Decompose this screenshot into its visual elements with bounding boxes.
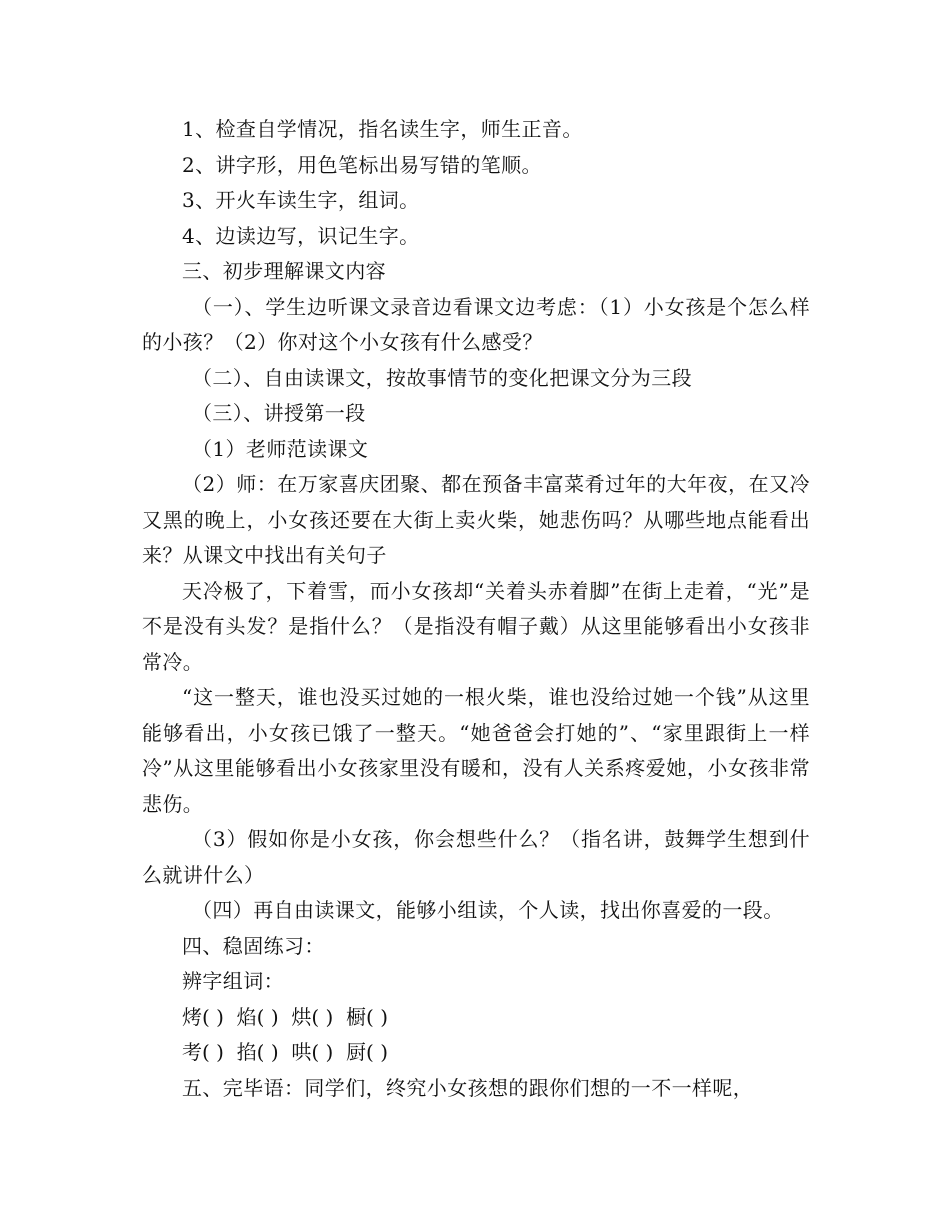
- item-4: 4、边读边写，识记生字。: [182, 223, 420, 248]
- paragraph-reread: （四）再自由读课文，能够小组读，个人读，找出你喜爱的一段。: [192, 898, 784, 922]
- paragraph-model-reading: （1）老师范读课文: [192, 436, 369, 461]
- char-row-1: 烤( ) 焰( ) 烘( ) 橱( ): [182, 1004, 388, 1029]
- section-heading-4: 四、稳固练习：: [182, 933, 325, 958]
- item-3: 3、开火车读生字，组词。: [182, 188, 420, 212]
- exercise-title: 辨字组词：: [182, 969, 284, 993]
- paragraph-imagine: （3）假如你是小女孩，你会想些什么？（指名讲，鼓舞学生想到什么就讲什么）: [142, 827, 810, 887]
- closing-remarks: 五、完毕语：同学们，终究小女孩想的跟你们想的一不一样呢，: [182, 1075, 754, 1100]
- paragraph-division: （二）、自由读课文，按故事情节的变化把课文分为三段: [192, 365, 692, 390]
- char-row-2: 考( ) 掐( ) 哄( ) 厨( ): [182, 1040, 388, 1064]
- item-1: 1、检查自学情况，指名读生字，师生正音。: [182, 117, 583, 141]
- paragraph-hungry: “这一整天，谁也没买过她的一根火柴，谁也没给过她一个钱”从这里能够看出，小女孩已饿了一整天。“她爸爸会打她的”、“家里跟街上一样冷”从这里能够看出小女孩家里没有暖和，没有人关系疼爱她，小女孩非常悲伤。: [142, 685, 810, 816]
- item-2: 2、讲字形，用色笔标出易写错的笔顺。: [182, 152, 542, 177]
- paragraph-cold: 天冷极了，下着雪，而小女孩却“关着头赤着脚”在街上走着，“光”是不是没有头发？是指什么？（是指没有帽子戴）从这里能够看出小女孩非常冷。: [142, 578, 810, 674]
- section-heading-3: 三、初步理解课文内容: [182, 259, 386, 283]
- paragraph-listening: （一）、学生边听课文录音边看课文边考虑：（1）小女孩是个怎么样的小孩？（2）你对这个小女孩有什么感受？: [142, 294, 810, 354]
- paragraph-teach-first: （三）、讲授第一段: [192, 401, 366, 425]
- document-body: [142, 112, 810, 1106]
- paragraph-teacher-question: （2）师：在万家喜庆团聚、都在预备丰富菜肴过年的大年夜，在又冷又黑的晚上，小女孩还要在大街上卖火柴，她悲伤吗？从哪些地点能看出来？从课文中找出有关句子: [142, 472, 810, 567]
